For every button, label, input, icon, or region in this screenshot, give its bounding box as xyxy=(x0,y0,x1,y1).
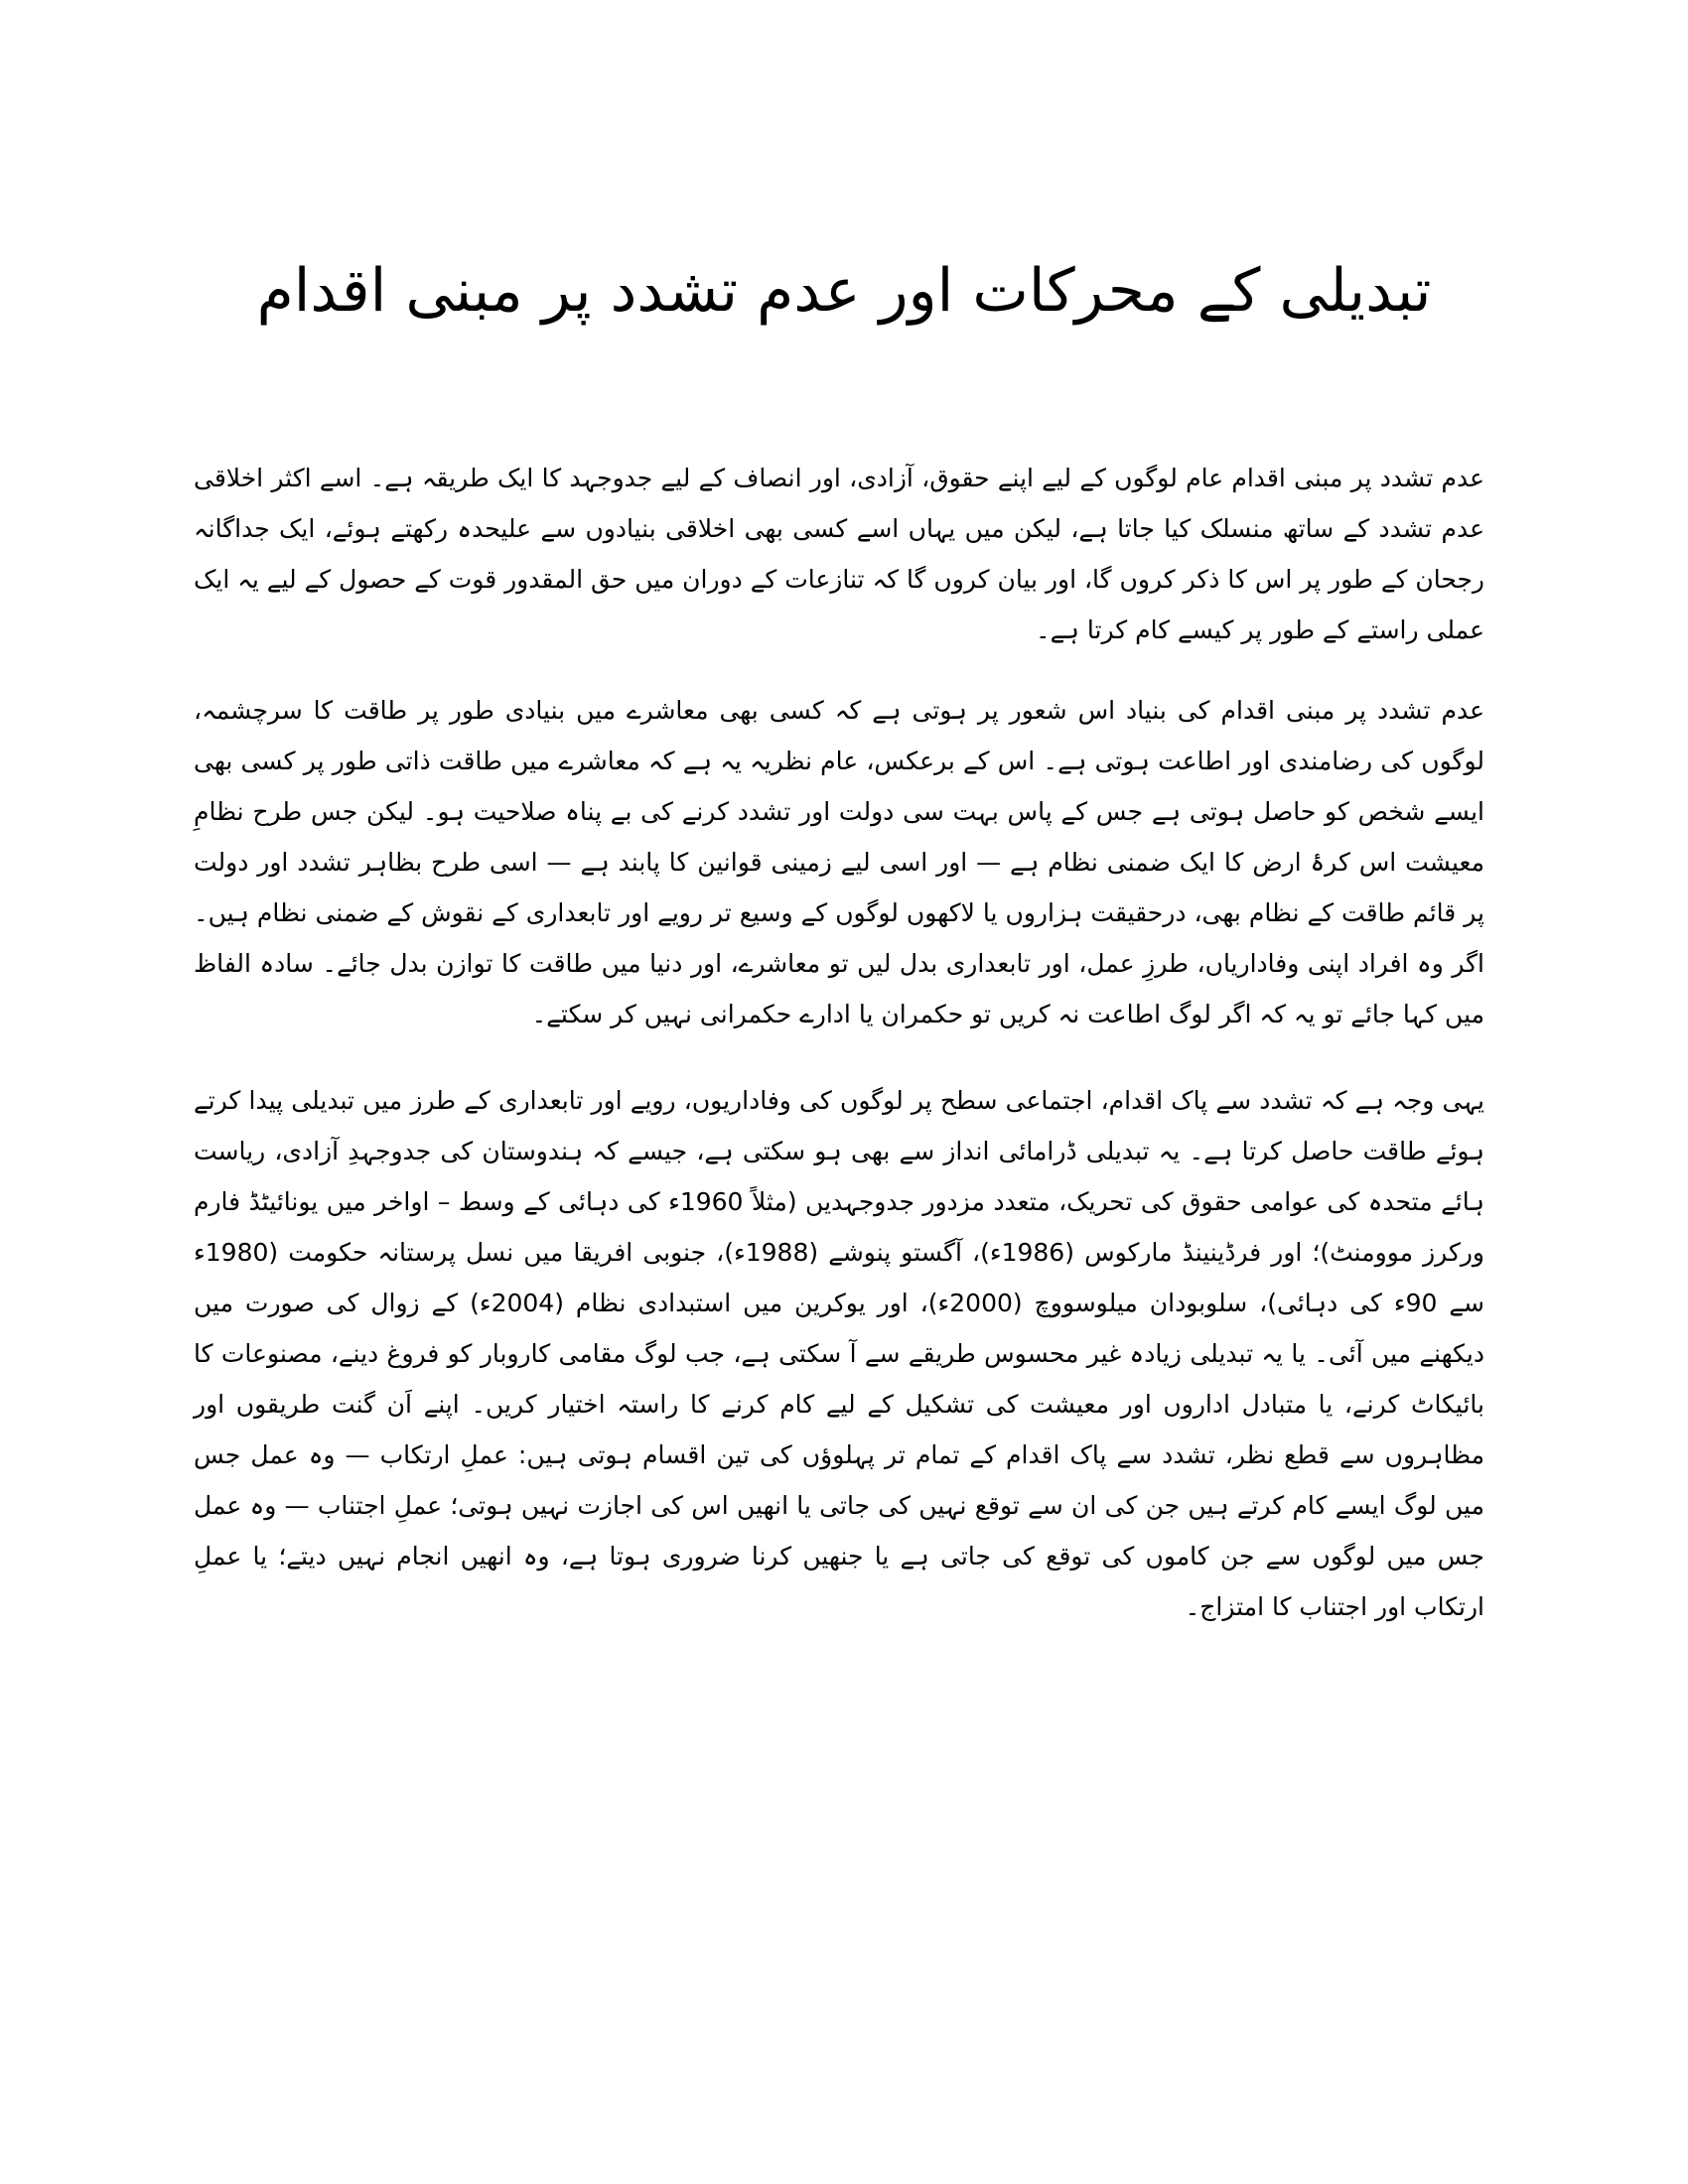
paragraph-2: عدم تشدد پر مبنی اقدام کی بنیاد اس شعور پر ہوتی ہے کہ کسی بھی معاشرے میں بنیادی طور پر طاقت کا سرچشمہ، لوگوں کی رضامندی اور اطاعت ہوتی ہے۔ اس کے برعکس، عام نظریہ یہ ہے کہ معاشرے میں طاقت ذاتی طور پر کسی بھی ایسے شخص کو حاصل ہوتی ہے جس کے پاس بہت سی دولت اور تشدد کرنے کی بے پناہ صلاحیت ہو۔ لیکن جس طرح نظامِ معیشت اس کرۂ ارض کا ایک ضمنی نظام ہے — اور اسی لیے زمینی قوانین کا پابند ہے — اسی طرح بظاہر تشدد اور دولت پر قائم طاقت کے نظام بھی، درحقیقت ہزاروں یا لاکھوں لوگوں کے وسیع تر رویے اور تابعداری کے نقوش کے ضمنی نظام ہیں۔ اگر وہ افراد اپنی وفاداریاں، طرزِ عمل، اور تابعداری بدل لیں تو معاشرے، اور دنیا میں طاقت کا توازن بدل جائے۔ سادہ الفاظ میں کہا جائے تو یہ کہ اگر لوگ اطاعت نہ کریں تو حکمران یا ادارے حکمرانی نہیں کر سکتے۔ xyxy=(194,696,1484,1028)
paragraph-1: عدم تشدد پر مبنی اقدام عام لوگوں کے لیے اپنے حقوق، آزادی، اور انصاف کے لیے جدوجہد کا ایک طریقہ ہے۔ اسے اکثر اخلاقی عدم تشدد کے ساتھ منسلک کیا جاتا ہے، لیکن میں یہاں اسے کسی بھی اخلاقی بنیادوں سے علیحدہ رکھتے ہوئے، ایک جداگانہ رجحان کے طور پر اس کا ذکر کروں گا، اور بیان کروں گا کہ تنازعات کے دوران میں حق المقدور قوت کے حصول کے لیے یہ ایک عملی راستے کے طور پر کیسے کام کرتا ہے۔ xyxy=(194,464,1484,644)
paragraph-3: یہی وجہ ہے کہ تشدد سے پاک اقدام، اجتماعی سطح پر لوگوں کی وفاداریوں، رویے اور تابعداری کے طرز میں تبدیلی پیدا کرتے ہوئے طاقت حاصل کرتا ہے۔ یہ تبدیلی ڈرامائی انداز سے بھی ہو سکتی ہے، جیسے کہ ہندوستان کی جدوجہدِ آزادی، ریاست ہائے متحدہ کی عوامی حقوق کی تحریک، متعدد مزدور جدوجہدیں (مثلاً 1960ء کی دہائی کے وسط – اواخر میں یونائیٹڈ فارم ورکرز موومنٹ)؛ اور فرڈینینڈ مارکوس (1986ء)، آگستو پنوشے (1988ء)، جنوبی افریقا میں نسل پرستانہ حکومت (1980ء سے 90ء کی دہائی)، سلوبودان میلوسووچ (2000ء)، اور یوکرین میں استبدادی نظام (2004ء) کے زوال کی صورت میں دیکھنے میں آئی۔ یا یہ تبدیلی زیادہ غیر محسوس طریقے سے آ سکتی ہے، جب لوگ مقامی کاروبار کو فروغ دینے، مصنوعات کا بائیکاٹ کرنے، یا متبادل اداروں اور معیشت کی تشکیل کے لیے کام کرنے کا راستہ اختیار کریں۔ اپنے اَن گنت طریقوں اور مظاہروں سے قطع نظر، تشدد سے پاک اقدام کے تمام تر پہلوؤں کی تین اقسام ہوتی ہیں: عملِ ارتکاب — وہ عمل جس میں لوگ ایسے کام کرتے ہیں جن کی ان سے توقع نہیں کی جاتی یا انھیں اس کی اجازت نہیں ہوتی؛ عملِ اجتناب — وہ عمل جس میں لوگوں سے جن کاموں کی توقع کی جاتی ہے یا جنھیں کرنا ضروری ہوتا ہے، وہ انھیں انجام نہیں دیتے؛ یا عملِ ارتکاب اور اجتناب کا امتزاج۔ xyxy=(194,1086,1485,1621)
document-body xyxy=(194,453,1484,1664)
page-title: تبدیلی کے محرکات اور عدم تشدد پر مبنی اقدام xyxy=(256,256,1432,326)
